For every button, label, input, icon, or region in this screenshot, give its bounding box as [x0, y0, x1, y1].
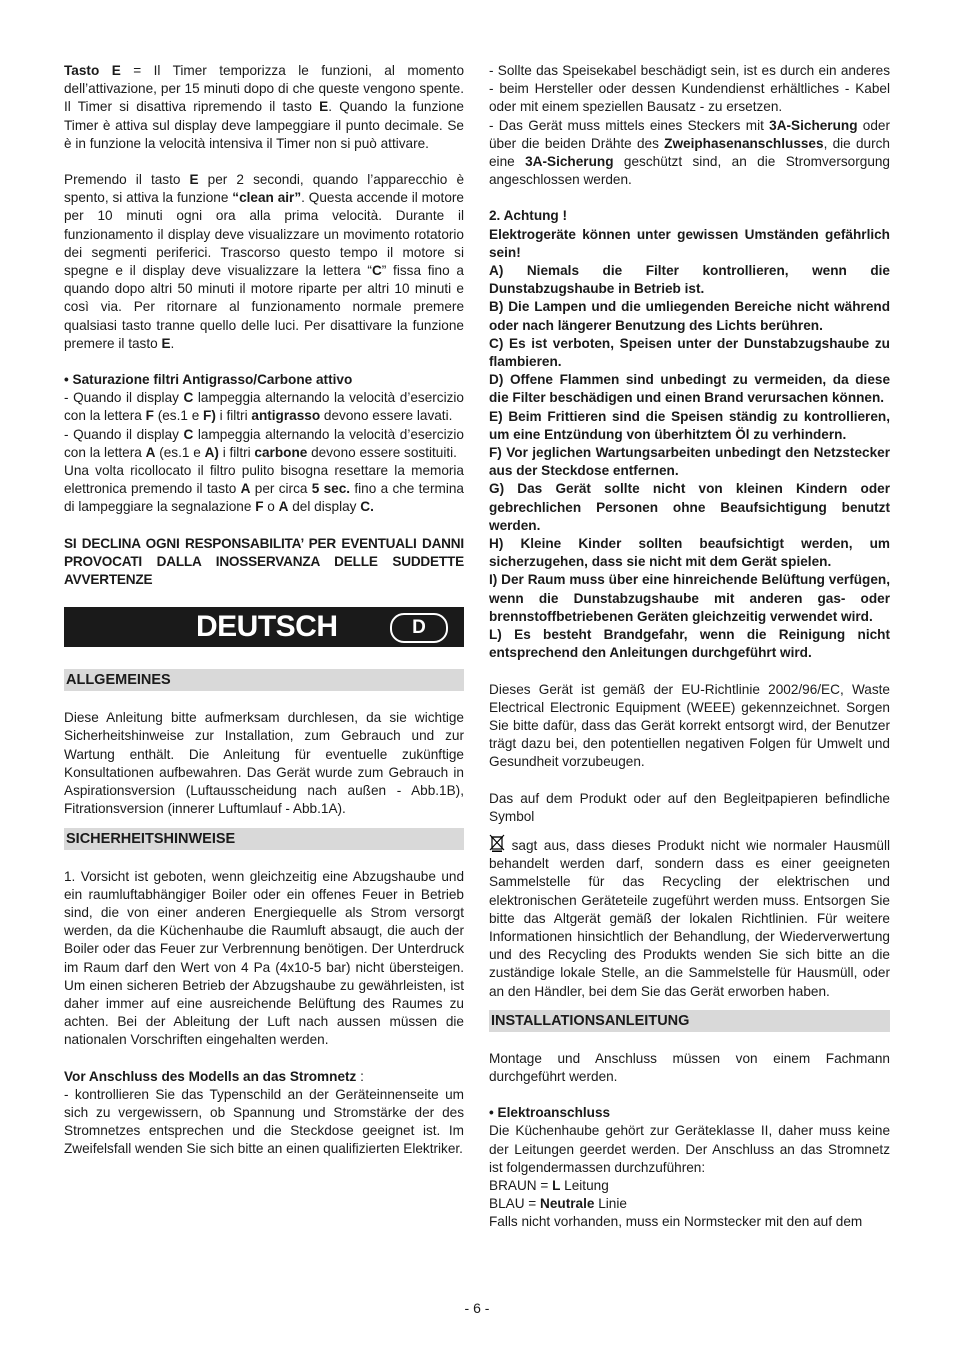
bold-text: E — [161, 335, 171, 351]
bold-text: L) Es besteht Brandgefahr, wenn die Reinigung nicht entsprechend den Anleitungen durchgeführt wird. — [489, 627, 890, 661]
bold-text: A — [278, 499, 289, 515]
text: Una volta ricollocato il filtro pulito bisogna resettare la memoria elettronica premendo il tasto — [64, 463, 464, 497]
text: (es.1 e — [155, 444, 205, 460]
filter-title — [64, 371, 464, 389]
bold-text: “clean air” — [232, 190, 302, 206]
text: - Quando il display — [64, 426, 184, 442]
text: i filtri — [215, 408, 252, 424]
blau-line — [489, 1195, 890, 1213]
bold-text: F — [145, 408, 154, 424]
bold-text: 2. Achtung ! — [489, 208, 568, 224]
text: lampeggia alternando la velocità d’esercizio con la lettera — [64, 390, 464, 424]
text: Premendo il tasto — [64, 172, 190, 188]
bold-text: antigrasso — [251, 408, 321, 424]
bold-text: A) — [204, 444, 219, 460]
bold-text: A) Niemals die Filter kontrollieren, wenn die Dunstabzugshaube in Betrieb ist. — [489, 263, 890, 297]
bold-text: D) Offene Flammen sind unbedingt zu vermeiden, da diese die Filter beschädigen und einen Brand verursachen können. — [489, 372, 890, 406]
bold-text: C) Es ist verboten, Speisen unter der Dunstabzugshaube zu flambieren. — [489, 335, 890, 370]
bold-text: • Saturazione filtri Antigrasso/Carbone attivo — [64, 372, 353, 388]
bold-text: F) — [203, 408, 216, 424]
bold-text: L — [552, 1177, 561, 1193]
bold-text: C — [371, 263, 382, 279]
weee-symbol-paragraph-2 — [489, 834, 890, 1001]
achtung-item — [489, 535, 890, 571]
text: lampeggia alternando la velocità d’esercizio con la lettera — [64, 426, 464, 460]
bold-text: A — [145, 444, 156, 460]
bold-text: E) Beim Frittieren sind die Speisen ständig zu kontrollieren, um eine Entzündung von überhitztem Öl zu verhindern. — [489, 408, 890, 442]
text: i filtri — [218, 444, 255, 460]
text: BLAU = — [489, 1196, 541, 1212]
kabel-paragraph: - Sollte das Speisekabel beschädigt sein, ist es durch ein anderes - beim Hersteller oder dessen Kundendienst erhältliches - Kabel oder mit einem speziellen Bausatz - zu ersetzen. — [489, 63, 890, 115]
bold-text: F) Vor jeglichen Wartungsarbeiten unbedingt den Netzstecker aus der Steckdose entfernen. — [489, 445, 890, 479]
text: : — [356, 1068, 364, 1084]
achtung-intro — [489, 226, 890, 262]
bold-text: Zweiphasenanschlusses — [664, 135, 824, 151]
text: sagt aus, dass dieses Produkt nicht wie normaler Hausmüll behandelt werden darf, sondern dass es einer geeigneten Sammelstelle für das Recycling der elektrischen und elektronischen Geräteteile zugeführt werden muss. Entsorgen Sie bitte das Altgerät gemäß der lokalen Richtlinien. Für weitere Informationen hinsichtlich der Behandlung, der Wiederverwertung und des Recycling des Produkts wenden Sie sich bitte an die zuständige lokale Stelle, an die Sammelstelle für Hausmüll, oder an den Händler, bei dem Sie das Gerät erworben haben. — [489, 837, 890, 999]
bold-text: B) Die Lampen und die umliegenden Bereiche nicht während oder nach längerer Benutzung des Lichts berühren. — [489, 299, 890, 333]
page-number: - 6 - — [464, 1300, 490, 1316]
installation-text: Montage und Anschluss müssen von einem Fachmann durchgeführt werden. — [489, 1050, 890, 1084]
stecker-last-line: Falls nicht vorhanden, muss ein Normstecker mit den auf dem — [489, 1214, 863, 1230]
filter-reset-paragraph — [64, 462, 464, 517]
filter-carbon-paragraph — [64, 426, 464, 462]
clean-air-paragraph — [64, 171, 464, 353]
language-banner — [64, 607, 464, 647]
achtung-title — [489, 207, 890, 225]
bold-text: G) Das Gerät sollte nicht von kleinen Kindern oder gebrechlichen Personen ohne Beaufsichtigung benutzt werden. — [489, 481, 890, 533]
text: Linie — [594, 1196, 627, 1212]
filter-grease-paragraph — [64, 389, 464, 425]
bold-text: H) Kleine Kinder sollten beaufsichtigt werden, um sicherzugehen, dass sie nicht mit dem Gerät spielen. — [489, 536, 890, 570]
bold-text: Elektrogeräte können unter gewissen Umständen gefährlich sein! — [489, 226, 890, 260]
vor-anschluss-title — [64, 1068, 464, 1086]
text: devono essere lavati. — [320, 408, 453, 424]
text: - Quando il display — [64, 390, 184, 406]
achtung-list — [489, 262, 890, 662]
text: . — [170, 335, 175, 351]
sicherheit-text: 1. Vorsicht ist geboten, wenn gleichzeitig eine Abzugshaube und ein raumluftabhängiger Boiler oder ein offenes Feuer in Betrieb sind, die von einer anderen Energiequelle als Strom versorgt werden, da die Küchenhaube die Raumluft absaugt, die auch der Boiler oder das Feuer zur Verbrennung benötigen. Der Unterdruck im Raum darf den Wert von 4 Pa (4x10-5 bar) nicht übersteigen. Um einen sicheren Betrieb der Abzugshaube zu gewährleisten, ist daher immer auf eine ausreichende Belüftung des Raumes zu achten. Bei der Ableitung der Luft nach aussen müssen die nationalen Vorschriften eingehalten werden. — [64, 868, 464, 1048]
bold-text: A — [240, 481, 251, 497]
achtung-item — [489, 408, 890, 444]
text: . Quando la funzione Timer è attiva sul display deve lampeggiare il punto decimale. Se è in funzione la velocità intensiva il Timer non si può attivare. — [64, 99, 464, 151]
bold-text: Vor Anschluss des Modells an das Stromnetz — [64, 1068, 357, 1084]
bold-text: 3A-Sicherung — [525, 154, 614, 170]
bold-text: SI DECLINA OGNI RESPONSABILITA’ PER EVENTUALI DANNI PROVOCATI DALLA INOSSERVANZA DELLE SUDDETTE AVVERTENZE — [64, 535, 464, 588]
achtung-item — [489, 371, 890, 407]
text: BRAUN = — [489, 1177, 553, 1193]
achtung-item — [489, 335, 890, 371]
text: (es.1 e — [153, 408, 204, 424]
text: o — [263, 499, 279, 515]
language-badge: D — [390, 613, 448, 643]
text: Das auf dem Produkt oder auf den Begleitpapieren befindliche Symbol — [489, 790, 890, 824]
weee-paragraph: Dieses Gerät ist gemäß der EU-Richtlinie 2002/96/EC, Waste Electrical Electronic Equipment (WEEE) gekennzeichnet. Sorgen Sie bitte dafür, dass das Gerät korrekt entsorgt wird, der Benutzer trägt dazu bei, den potentiellen negativen Folgen für Umwelt und Gesundheit vorzubeugen. — [489, 681, 890, 770]
text: geschützt sind, an die Stromversorgung angeschlossen werden. — [489, 154, 890, 188]
bold-text: • Elektroanschluss — [489, 1105, 611, 1121]
right-column — [489, 62, 890, 1232]
text: devono essere sostituiti. — [307, 444, 457, 460]
section-heading-installation: INSTALLATIONSANLEITUNG — [489, 1010, 890, 1032]
timer-paragraph — [64, 62, 464, 153]
bold-text: F — [255, 499, 264, 515]
text: fino a che termina di lampeggiare la segnalazione — [64, 481, 464, 515]
bold-text: Tasto E — [64, 63, 121, 78]
left-column — [64, 62, 464, 1159]
bold-text: carbone — [254, 444, 308, 460]
bold-text: C — [183, 426, 194, 442]
text: per 2 secondi, quando l’apparecchio è spento, si attiva la funzione — [64, 172, 465, 206]
stecker-paragraph — [489, 117, 890, 190]
text: oder über die beiden Drähte des — [489, 117, 890, 151]
allgemeines-text: Diese Anleitung bitte aufmerksam durchlesen, da sie wichtige Sicherheitshinweise zur Installation, zum Gebrauch und zur Wartung enthält. Die Anleitung für eventuelle zukünftige Konsultationen aufbewahren. Das Gerät wurde zum Gebrauch in Aspirationsversion (Luftausscheidung nach außen - Abb.1B), Fitrationsversion (innerer Luftumlauf - Abb.1A). — [64, 710, 464, 817]
vor-anschluss-text: - kontrollieren Sie das Typenschild an der Geräteinnenseite um sich zu vergewissern, ob Spannung und Stromstärke der des Stromnetzes entsprechen und die Steckdose geeignet ist. Im Zweifelsfall wenden Sie sich bitte an einen qualifizierten Elektriker. — [64, 1086, 464, 1157]
section-heading-allgemeines: ALLGEMEINES — [64, 669, 464, 691]
achtung-item — [489, 262, 890, 298]
text: per circa — [250, 481, 312, 497]
achtung-item — [489, 444, 890, 480]
text: ” fissa fino a quando dopo altri 50 minuti il motore riparte per altri 10 minuti e così via. Per ritornare al funzionamento normale premere qualsiasi tasto tranne quello delle luci. Per disattivare la funzione premere il tasto — [64, 263, 464, 351]
achtung-item — [489, 480, 890, 535]
crossed-bin-icon — [489, 834, 505, 852]
bold-text: E — [189, 172, 199, 188]
bold-text: C. — [360, 499, 374, 515]
elektro-title — [489, 1104, 890, 1122]
braun-line — [489, 1177, 890, 1195]
text: del display — [288, 499, 361, 515]
bold-text: E — [319, 99, 329, 115]
achtung-item — [489, 626, 890, 662]
bold-text: Neutrale — [540, 1196, 595, 1212]
text: - Das Gerät muss mittels eines Steckers mit — [489, 117, 770, 133]
achtung-item — [489, 298, 890, 334]
text: , die durch eine — [489, 135, 890, 170]
liability-warning — [64, 535, 464, 590]
text: Leitung — [560, 1177, 609, 1193]
achtung-item — [489, 571, 890, 626]
text: . Questa accende il motore per 10 minuti ogni ora alla prima velocità. Durante il funzionamento il display deve visualizzare un movimento rotatorio dei segmenti periferici. Trascorso questo tempo il motore si spegne e il display deve visualizzare la lettera “ — [64, 190, 464, 279]
bold-text: C — [183, 390, 194, 406]
bold-text: 3A-Sicherung — [769, 117, 858, 133]
language-title: DEUTSCH — [196, 610, 338, 644]
text: = Il Timer temporizza le funzioni, al momento dell’attivazione, per 15 minuti dopo di che queste vengono spente. Il Timer si disattiva ripremendo il tasto — [64, 63, 464, 115]
section-heading-sicherheit: SICHERHEITSHINWEISE — [64, 828, 464, 850]
weee-symbol-paragraph — [489, 790, 890, 826]
bold-text: 5 sec. — [311, 481, 351, 497]
bold-text: I) Der Raum muss über eine hinreichende Belüftung verfügen, wenn die Dunstabzugshaube mit anderen gas- oder brennstoffbetriebenen Geräten gleichzeitig verwendet wird. — [489, 572, 890, 624]
elektro-text: Die Küchenhaube gehört zur Geräteklasse II, daher muss keine der Leitungen geerdet werden. Der Anschluss an das Stromnetz ist folgendermassen durchzuführen: — [489, 1123, 890, 1175]
